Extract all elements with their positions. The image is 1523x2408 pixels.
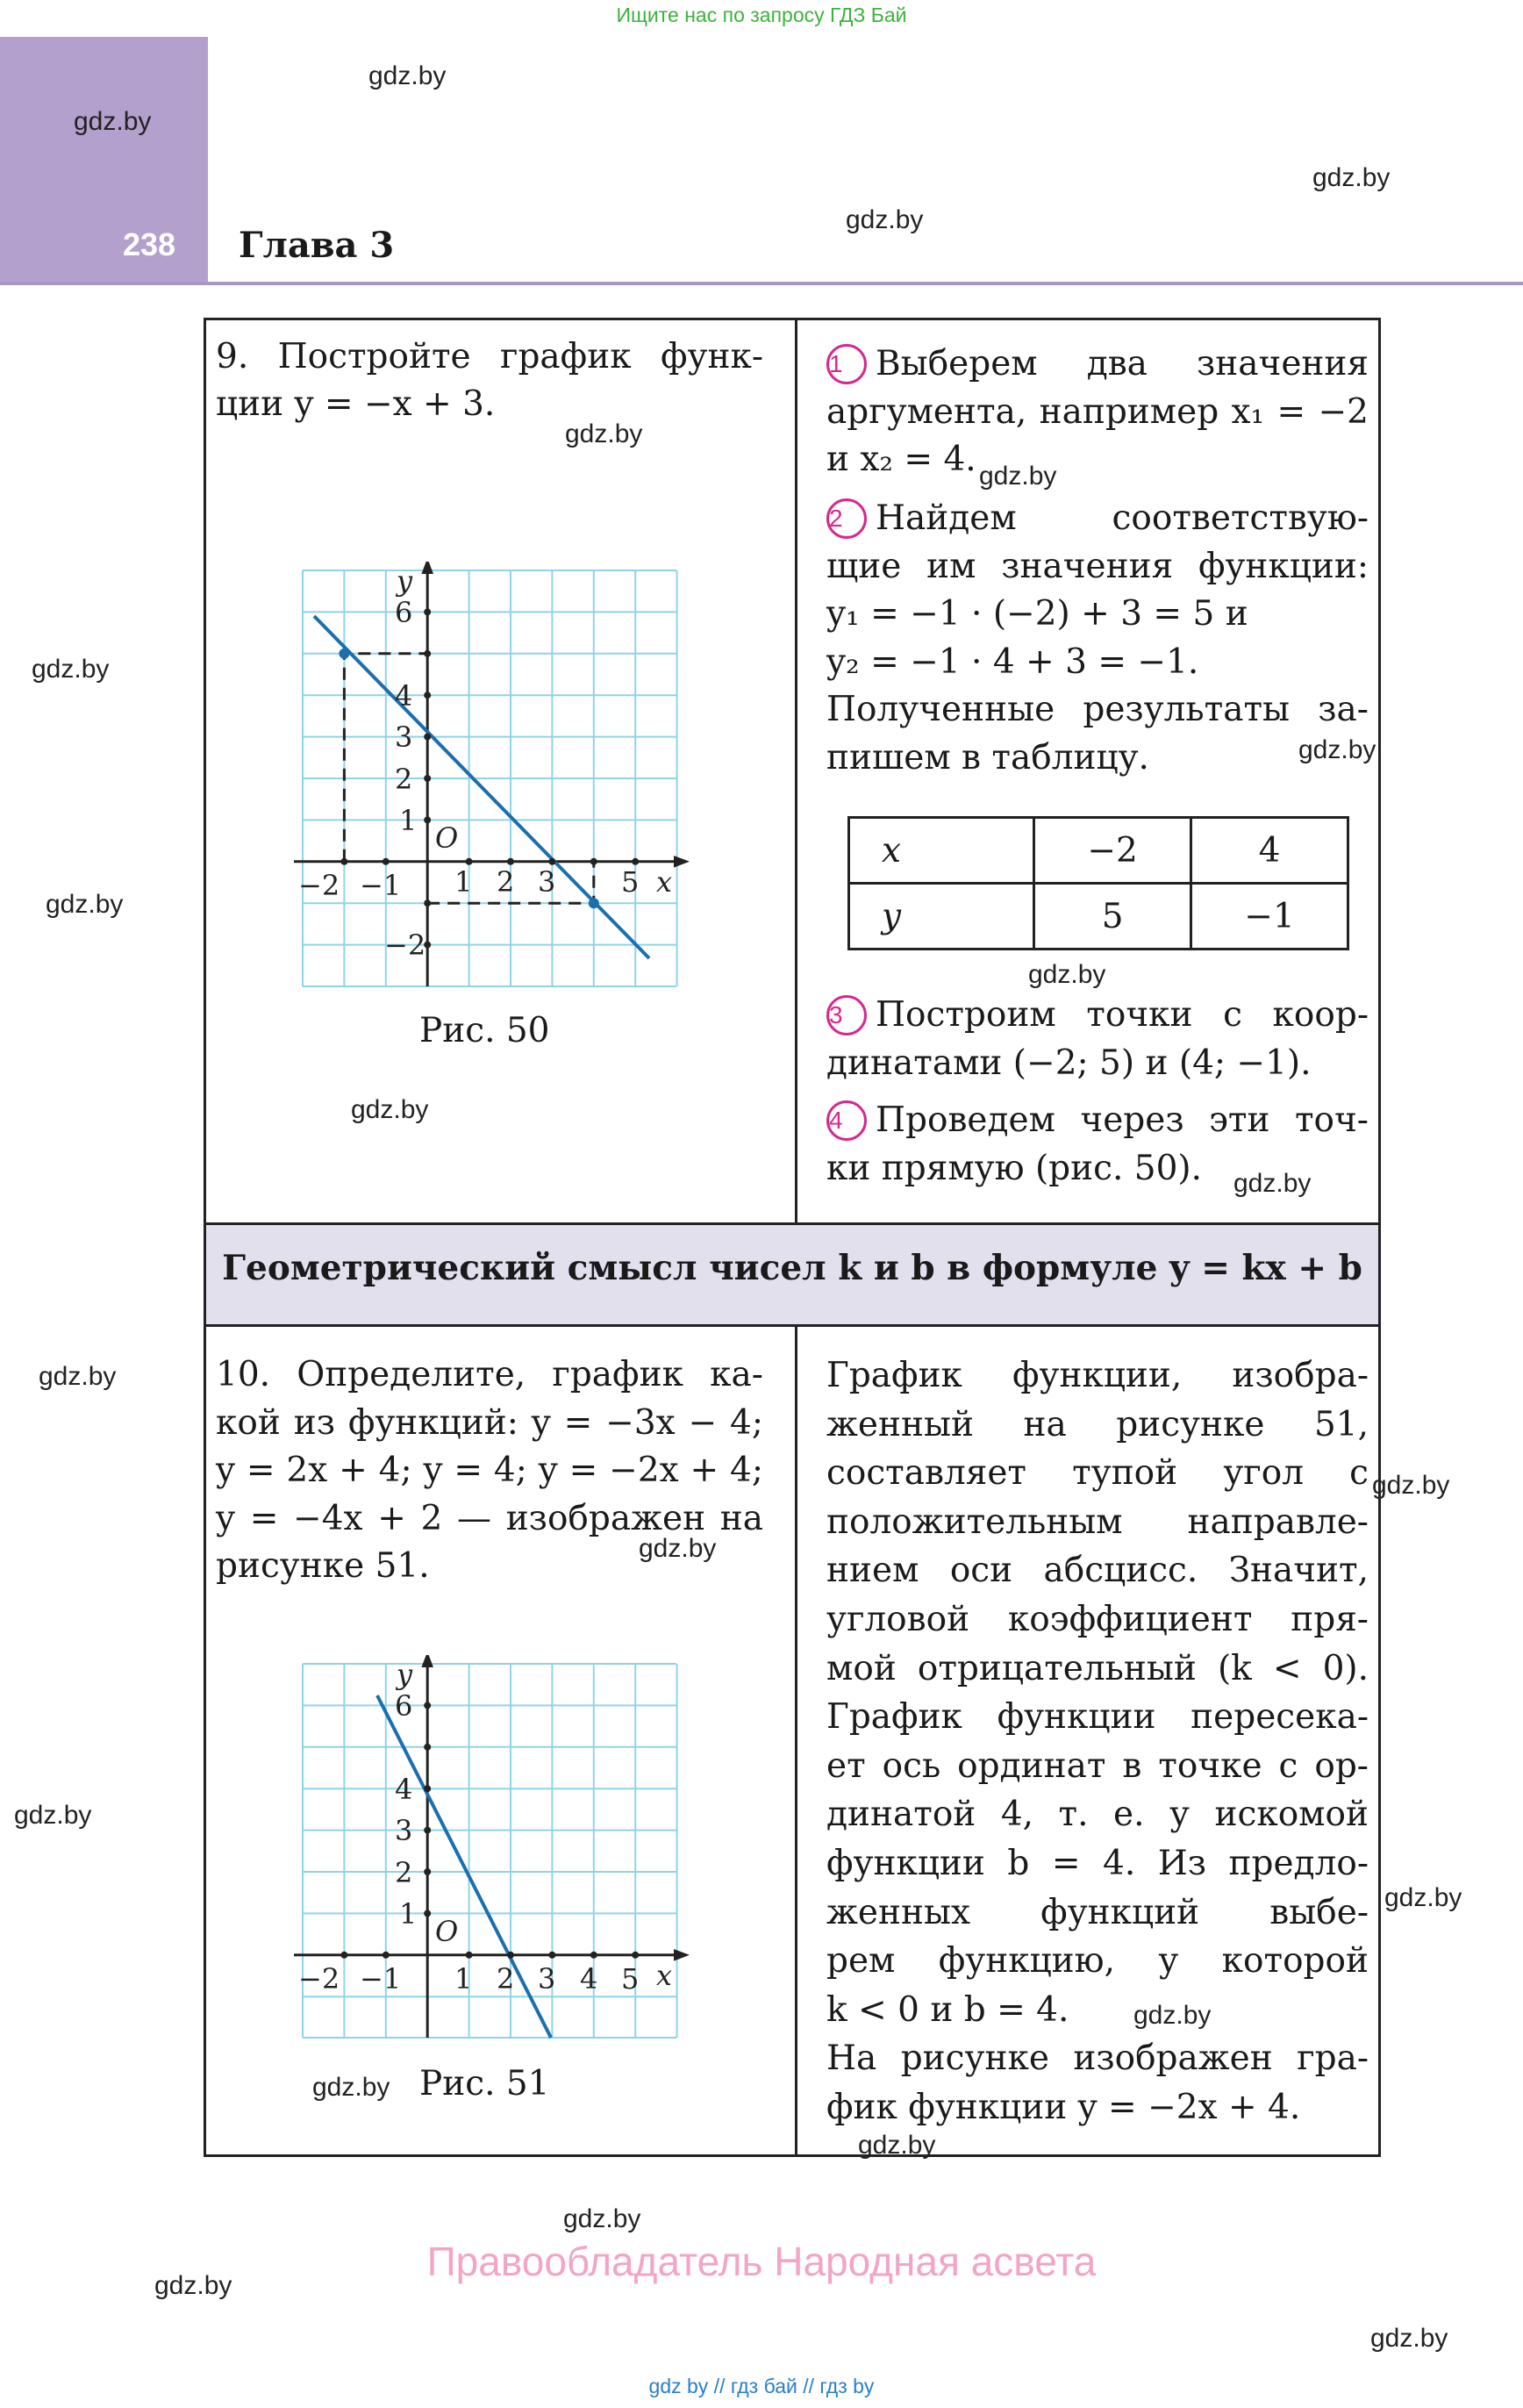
y-axis-arrow bbox=[421, 1655, 433, 1667]
page-corner-block bbox=[0, 37, 208, 283]
y-axis-arrow bbox=[421, 562, 433, 574]
watermark: gdz.by bbox=[1372, 1471, 1450, 1500]
statement-line: 9. Постройте график функ- bbox=[216, 337, 763, 376]
y-tick-label: 2 bbox=[395, 763, 413, 796]
answer-line: График функции пересека- bbox=[826, 1697, 1369, 1738]
watermark: gdz.by bbox=[14, 1801, 92, 1830]
table-row bbox=[849, 818, 1348, 884]
copyright-holder: Правообладатель Народная асвета bbox=[426, 2239, 1097, 2284]
answer-line: мой отрицательный (k < 0). bbox=[826, 1648, 1369, 1688]
step-line: и x₂ = 4. bbox=[826, 440, 976, 479]
y-tick-label: 4 bbox=[395, 1773, 413, 1806]
answer-line: На рисунке изображен гра- bbox=[826, 2039, 1369, 2079]
statement-line: y = −4x + 2 — изображен на bbox=[216, 1498, 763, 1538]
watermark: gdz.by bbox=[1384, 1883, 1462, 1912]
watermark: gdz.by bbox=[1028, 960, 1106, 989]
step-line: Полученные результаты за- bbox=[826, 690, 1369, 729]
x-tick-label: −1 bbox=[360, 869, 402, 902]
step-line: аргумента, например x₁ = −2 bbox=[826, 391, 1369, 432]
answer-line: положительным направле- bbox=[826, 1501, 1369, 1542]
y-axis-label: y bbox=[397, 564, 413, 598]
x-tick-label: 3 bbox=[538, 1962, 556, 1996]
answer-line: k < 0 и b = 4. bbox=[826, 1989, 1069, 2030]
row-divider bbox=[204, 1324, 1381, 1327]
step-2 bbox=[826, 495, 1369, 782]
answer-line: рем функцию, у которой bbox=[826, 1941, 1369, 1982]
answer-line: нием оси абсцисс. Значит, bbox=[826, 1551, 1369, 1591]
y-axis-label: y bbox=[397, 1658, 413, 1691]
watermark: gdz.by bbox=[1298, 735, 1376, 764]
step-line: y₂ = −1 · 4 + 3 = −1. bbox=[826, 641, 1199, 682]
watermark: gdz.by bbox=[154, 2271, 232, 2300]
graph-fig50 bbox=[290, 562, 693, 992]
statement-line: кой из функций: y = −3x − 4; bbox=[216, 1402, 763, 1443]
watermark: gdz.by bbox=[1133, 2001, 1212, 2030]
column-divider bbox=[795, 1325, 797, 2157]
step-line: Найдем соответствую- bbox=[876, 498, 1369, 538]
watermark: gdz.by bbox=[563, 2204, 641, 2233]
step-number-icon: 3 bbox=[826, 995, 867, 1036]
y-tick-label: 4 bbox=[395, 679, 413, 713]
x-tick-label: −2 bbox=[298, 1962, 340, 1996]
values-table bbox=[847, 816, 1349, 950]
y-tick-label: 2 bbox=[395, 1856, 413, 1889]
task9-statement bbox=[216, 333, 763, 382]
x-tick-label: 5 bbox=[621, 1962, 640, 1996]
watermark: gdz.by bbox=[368, 61, 447, 90]
statement-line: рисунке 51. bbox=[216, 1546, 430, 1586]
top-banner: Ищите нас по запросу ГДЗ Бай bbox=[616, 4, 907, 26]
step-number-icon: 4 bbox=[826, 1100, 867, 1141]
watermark: gdz.by bbox=[46, 890, 124, 919]
step-line: динатами (−2; 5) и (4; −1). bbox=[826, 1043, 1312, 1083]
column-divider bbox=[795, 318, 797, 1223]
grid bbox=[303, 570, 677, 986]
x-tick-label: −1 bbox=[360, 1962, 402, 1996]
step-line: пишем в таблицу. bbox=[826, 737, 1149, 778]
watermark: gdz.by bbox=[565, 419, 643, 448]
answer-line: функции b = 4. Из предло- bbox=[826, 1843, 1369, 1883]
x-tick-label: −2 bbox=[298, 869, 340, 902]
answer-line: женный на рисунке 51, bbox=[826, 1404, 1369, 1444]
watermark: gdz.by bbox=[979, 462, 1057, 491]
header-divider bbox=[0, 282, 1523, 285]
answer-line: График функции, изобра- bbox=[826, 1356, 1369, 1395]
table-cell: 5 bbox=[1034, 884, 1191, 950]
section-title: Геометрический смысл чисел k и b в формуле y = kx + b bbox=[222, 1248, 1362, 1288]
y-tick-label: 1 bbox=[399, 804, 418, 837]
x-tick-label: 1 bbox=[454, 865, 473, 899]
statement-line: ции y = −x + 3. bbox=[216, 384, 496, 424]
step-4 bbox=[826, 1097, 1369, 1193]
task9-statement-cont bbox=[216, 381, 763, 429]
y-tick-label: 3 bbox=[395, 1814, 413, 1847]
watermark: gdz.by bbox=[39, 1362, 117, 1391]
y-tick-label: 6 bbox=[395, 1689, 413, 1723]
step-number-icon: 1 bbox=[826, 344, 867, 384]
figure-caption: Рис. 50 bbox=[419, 1011, 550, 1050]
x-tick-label: 2 bbox=[497, 865, 515, 899]
step-line: щие им значения функции: bbox=[826, 546, 1369, 586]
table-cell: y bbox=[849, 884, 1034, 950]
statement-line: 10. Определите, график ка- bbox=[216, 1355, 763, 1394]
answer-line: динатой 4, т. е. у искомой bbox=[826, 1795, 1369, 1835]
origin-label: O bbox=[435, 821, 459, 855]
answer-line: угловой коэффициент пря- bbox=[826, 1599, 1369, 1639]
x-tick-label: 3 bbox=[538, 865, 556, 899]
answer-line: составляет тупой угол с bbox=[826, 1453, 1369, 1494]
step-line: y₁ = −1 · (−2) + 3 = 5 и bbox=[826, 594, 1248, 634]
chapter-title: Глава 3 bbox=[239, 225, 395, 266]
statement-line: y = 2x + 4; y = 4; y = −2x + 4; bbox=[216, 1451, 763, 1490]
watermark: gdz.by bbox=[351, 1095, 429, 1124]
y-tick-label: 1 bbox=[399, 1897, 418, 1931]
watermark: gdz.by bbox=[858, 2131, 936, 2160]
x-axis-label: x bbox=[656, 865, 673, 899]
x-tick-label: 1 bbox=[454, 1962, 473, 1996]
table-cell: 4 bbox=[1191, 818, 1348, 884]
watermark: gdz.by bbox=[1370, 2324, 1448, 2353]
x-tick-label: 2 bbox=[497, 1962, 515, 1996]
table-cell: x bbox=[849, 818, 1034, 884]
x-axis-arrow bbox=[674, 1949, 690, 1961]
step-line: Построим точки с коор- bbox=[876, 995, 1369, 1035]
answer-line: ет ось ординат в точке с ор- bbox=[826, 1745, 1369, 1786]
step-line: Проведем через эти точ- bbox=[876, 1100, 1369, 1140]
x-tick-label: 5 bbox=[621, 865, 640, 899]
y-tick-label: 6 bbox=[395, 596, 413, 629]
figure-caption: Рис. 51 bbox=[419, 2064, 550, 2103]
row-divider bbox=[204, 1222, 1381, 1225]
step-3 bbox=[826, 992, 1369, 1087]
task10-answer bbox=[826, 1351, 1369, 2132]
table-row bbox=[849, 884, 1348, 950]
answer-line: женных функций выбе- bbox=[826, 1892, 1369, 1932]
answer-line: фик функции y = −2x + 4. bbox=[826, 2087, 1301, 2127]
step-line: Выберем два значения bbox=[876, 344, 1369, 383]
watermark: gdz.by bbox=[846, 205, 924, 234]
point-a bbox=[339, 649, 349, 659]
x-axis-label: x bbox=[656, 1959, 673, 1992]
y-tick-label: −2 bbox=[384, 928, 426, 962]
axes bbox=[294, 1659, 677, 2038]
point-b bbox=[589, 898, 599, 908]
y-tick-label: 3 bbox=[395, 720, 413, 754]
step-number-icon: 2 bbox=[826, 498, 867, 539]
footer-links[interactable]: gdz by // гдз бай // гдз by bbox=[648, 2375, 875, 2397]
graph-fig51 bbox=[290, 1655, 693, 2041]
watermark: gdz.by bbox=[312, 2073, 390, 2102]
page-number: 238 bbox=[123, 226, 176, 262]
table-cell: −1 bbox=[1191, 884, 1348, 950]
function-line bbox=[314, 616, 649, 958]
origin-label: O bbox=[435, 1915, 459, 1948]
watermark: gdz.by bbox=[32, 655, 110, 684]
x-tick-label: 4 bbox=[580, 1962, 598, 1996]
watermark: gdz.by bbox=[639, 1534, 717, 1563]
task10-statement bbox=[216, 1351, 763, 1591]
x-axis-arrow bbox=[674, 856, 690, 868]
watermark: gdz.by bbox=[1312, 163, 1391, 192]
axes bbox=[294, 565, 677, 986]
step-1 bbox=[826, 340, 1369, 484]
watermark: gdz.by bbox=[1233, 1169, 1312, 1198]
table-cell: −2 bbox=[1034, 818, 1191, 884]
watermark: gdz.by bbox=[74, 107, 152, 136]
step-line: ки прямую (рис. 50). bbox=[826, 1148, 1203, 1188]
